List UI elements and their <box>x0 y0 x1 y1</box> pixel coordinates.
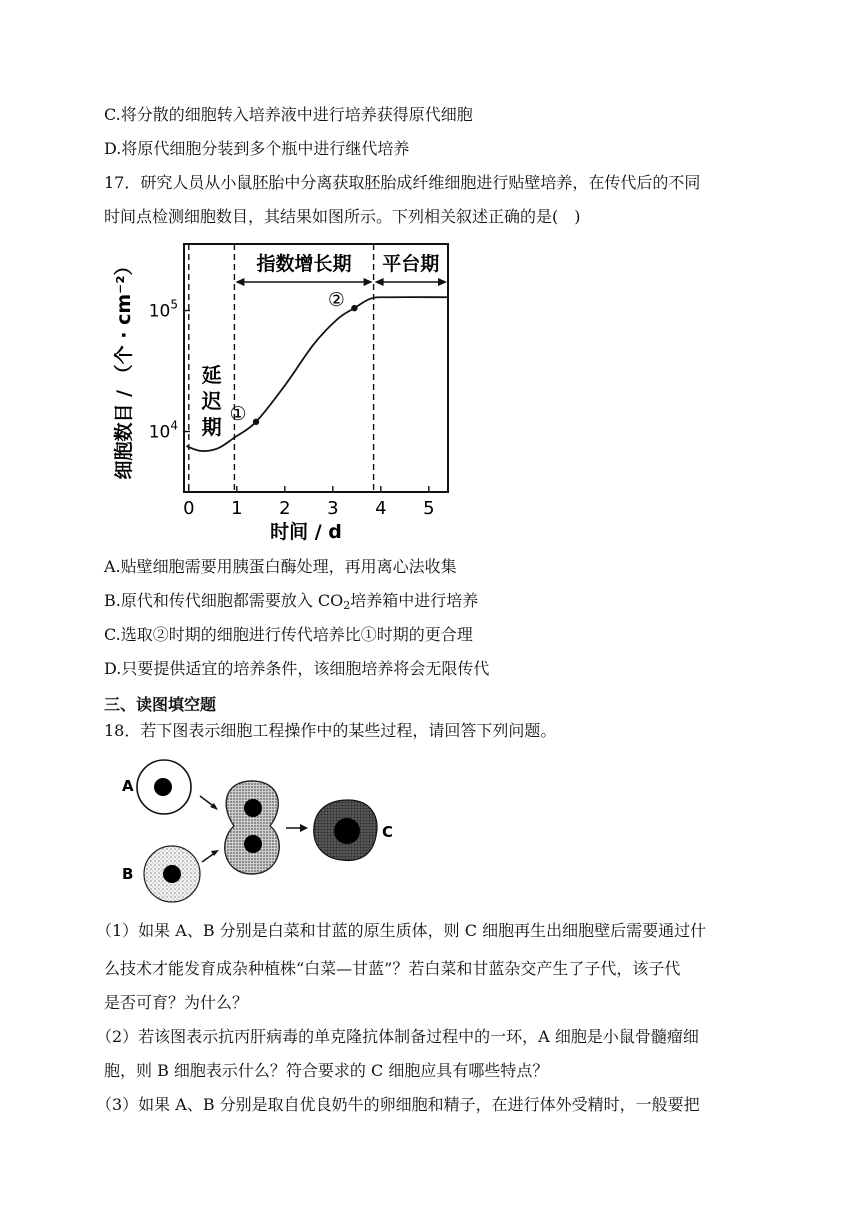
marked-point-1 <box>351 305 357 311</box>
cell-a-label: A <box>122 777 134 795</box>
q18-part1-line-3: 是否可育？为什么？ <box>104 993 249 1012</box>
marked-point-0 <box>253 419 259 425</box>
y-tick-label-0: $10^4$ <box>148 418 178 443</box>
phase-arrow-right-head-1 <box>364 278 373 286</box>
q18-part3-line-1: （3）如果 A、B 分别是取自优良奶牛的卵细胞和精子，在进行体外受精时，一般要把 <box>96 1095 700 1114</box>
phase-arrow-left-head-1 <box>235 278 244 286</box>
cell-c-label: C <box>382 823 394 841</box>
q16-option-d: D.将原代细胞分装到多个瓶中进行继代培养 <box>104 139 410 158</box>
q17-option-b <box>104 590 478 612</box>
q17-option-d: D.只要提供适宜的培养条件，该细胞培养将会无限传代 <box>104 659 490 678</box>
q17-option-b-sub: 2 <box>343 599 351 612</box>
lag-phase-label: 延迟期 <box>201 363 222 439</box>
q18-part1-line-1: （1）如果 A、B 分别是白菜和甘蓝的原生质体，则 C 细胞再生出细胞壁后需要通过什 <box>96 921 707 940</box>
phase-arrow-right-head-2 <box>438 278 447 286</box>
q17-option-c: C.选取②时期的细胞进行传代培养比①时期的更合理 <box>104 625 473 644</box>
q18-part2-line-1: （2）若该图表示抗丙肝病毒的单克隆抗体制备过程中的一环，A 细胞是小鼠骨髓瘤细 <box>96 1027 699 1046</box>
x-axis-title: 时间 / d <box>270 521 342 543</box>
arrow-fused-to-c-head <box>300 824 308 832</box>
fused-cell-nucleus-bottom <box>244 835 262 853</box>
cell-b-label: B <box>122 865 134 883</box>
y-axis-title: 细胞数目 / （个 · cm⁻²） <box>113 256 135 480</box>
phase-arrow-left-head-2 <box>375 278 384 286</box>
cell-growth-chart <box>100 236 460 546</box>
x-tick-label-4: 4 <box>375 498 387 519</box>
growth-curve <box>186 297 448 451</box>
q16-option-c: C.将分散的细胞转入培养液中进行培养获得原代细胞 <box>104 105 473 124</box>
q17-option-b-post: 培养箱中进行培养 <box>350 591 479 610</box>
y-tick-label-1: $10^5$ <box>148 297 178 322</box>
marked-point-label-0: ① <box>229 402 247 425</box>
x-tick-label-3: 3 <box>327 498 339 519</box>
q18-part2-line-2: 胞，则 B 细胞表示什么？符合要求的 C 细胞应具有哪些特点？ <box>104 1061 549 1080</box>
phase-label-2: 平台期 <box>382 253 440 275</box>
q17-option-b-pre: B.原代和传代细胞都需要放入 CO <box>104 591 344 610</box>
q17-stem-line-1: 17．研究人员从小鼠胚胎中分离获取胚胎成纤维细胞进行贴壁培养，在传代后的不同 <box>104 173 701 192</box>
section-3-heading: 三、读图填空题 <box>104 695 217 714</box>
phase-label-1: 指数增长期 <box>256 253 352 275</box>
q17-option-a: A.贴壁细胞需要用胰蛋白酶处理，再用离心法收集 <box>104 557 457 576</box>
cell-b-nucleus <box>163 865 181 883</box>
cell-a-nucleus <box>154 778 172 796</box>
q17-stem-line-2: 时间点检测细胞数目，其结果如图所示。下列相关叙述正确的是( ) <box>104 207 581 226</box>
q18-part1-line-2: 么技术才能发育成杂种植株“白菜—甘蓝”？若白菜和甘蓝杂交产生了子代，该子代 <box>104 959 681 978</box>
marked-point-label-1: ② <box>327 289 345 312</box>
x-tick-label-1: 1 <box>231 498 243 519</box>
fused-cell <box>225 781 279 874</box>
x-tick-label-0: 0 <box>183 498 195 519</box>
cell-fusion-diagram <box>110 756 410 906</box>
fused-cell-nucleus-top <box>244 799 262 817</box>
x-tick-label-2: 2 <box>279 498 291 519</box>
q18-stem: 18．若下图表示细胞工程操作中的某些过程，请回答下列问题。 <box>104 721 557 740</box>
cell-c-nucleus <box>334 818 360 844</box>
x-tick-label-5: 5 <box>423 498 435 519</box>
